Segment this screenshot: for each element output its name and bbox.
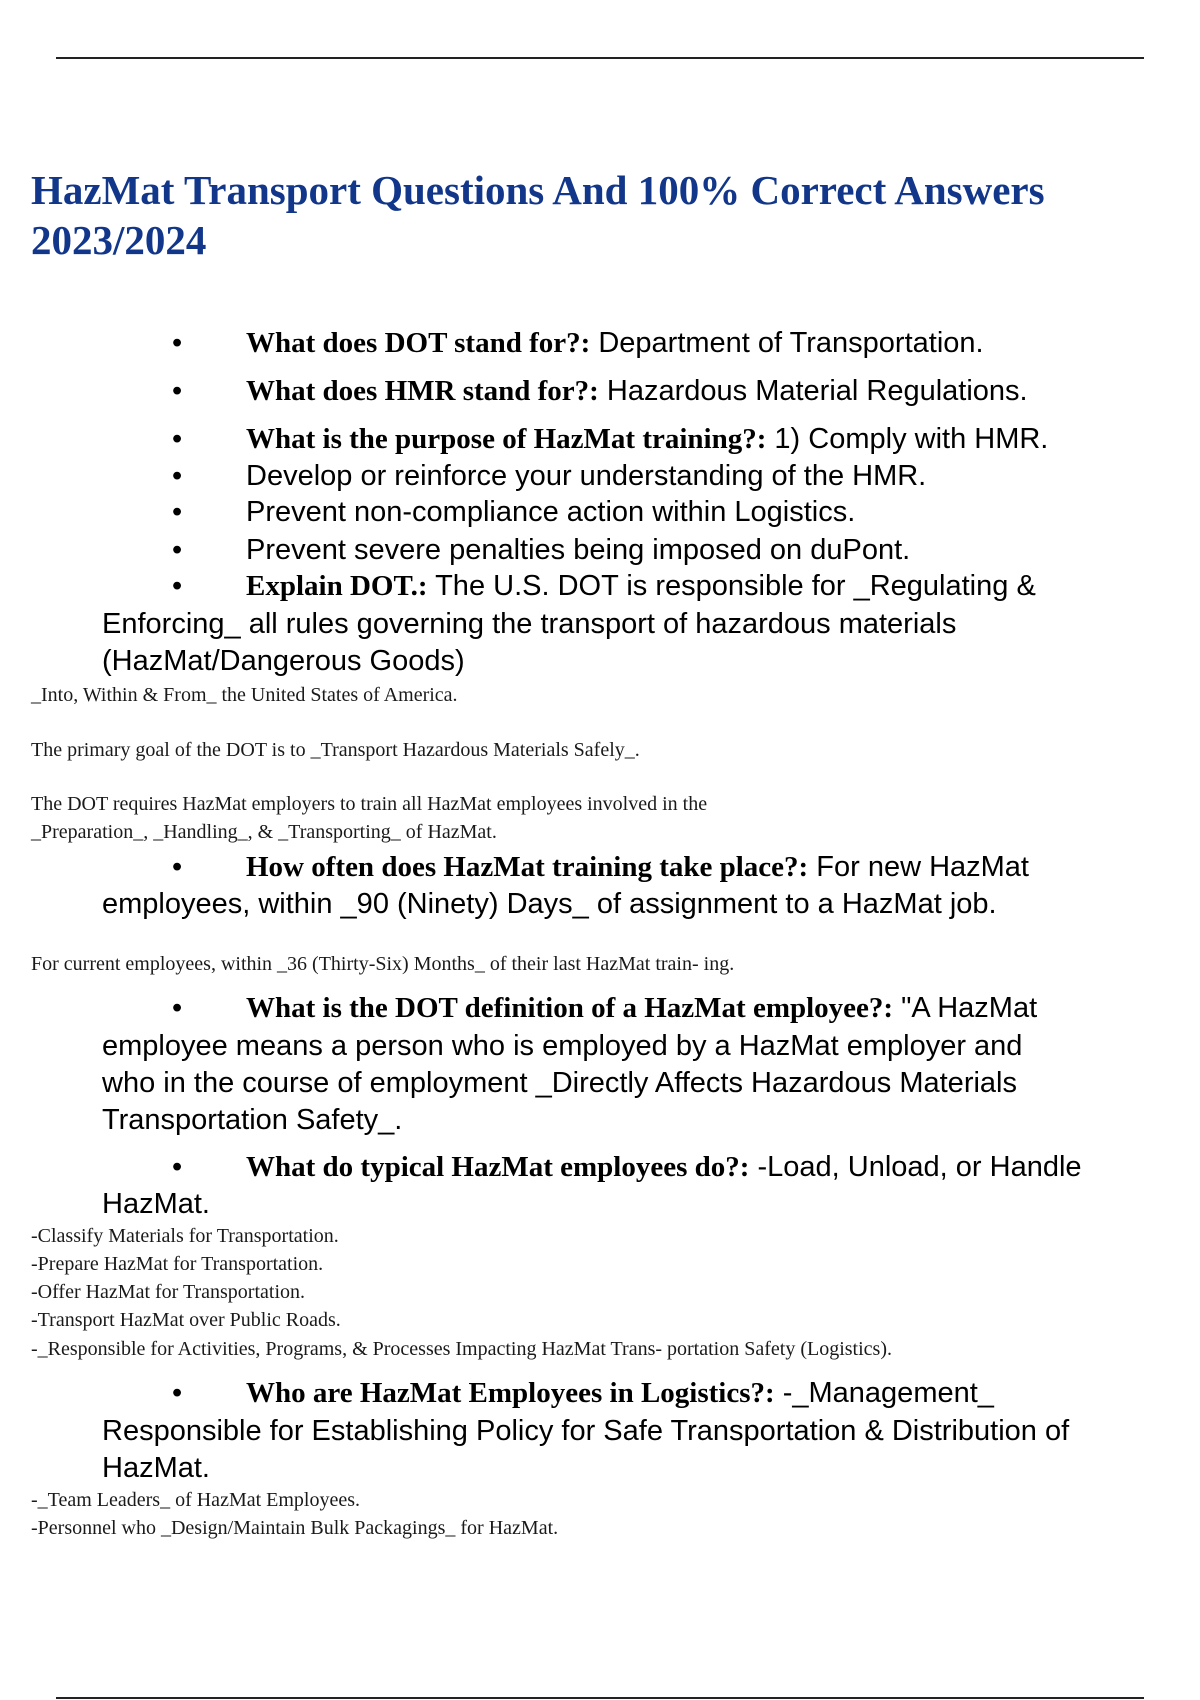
question: What does HMR stand for?: xyxy=(246,375,599,407)
answer: 1) Comply with HMR. xyxy=(766,423,1049,455)
note-line: The DOT requires HazMat employers to train all HazMat employees involved in the xyxy=(31,793,708,815)
answer-continuation: (HazMat/Dangerous Goods) xyxy=(102,645,465,677)
note-line: _Preparation_, _Handling_, & _Transporting_ of HazMat. xyxy=(31,821,497,843)
qa-item-hmr xyxy=(102,373,1180,410)
answer-continuation: HazMat. xyxy=(102,1452,210,1484)
bullet: • xyxy=(172,1377,183,1409)
answer: Hazardous Material Regulations. xyxy=(598,375,1028,407)
qa-item-definition xyxy=(102,990,1180,1027)
qa-item-purpose xyxy=(102,421,1180,458)
answer: Department of Transportation. xyxy=(590,327,984,359)
note-line: -Offer HazMat for Transportation. xyxy=(31,1281,306,1303)
note-line: For current employees, within _36 (Thirty-Six) Months_ of their last HazMat train- ing. xyxy=(31,953,735,975)
note-line: -Transport HazMat over Public Roads. xyxy=(31,1309,341,1331)
note-line: -Prepare HazMat for Transportation. xyxy=(31,1253,324,1275)
document-title xyxy=(31,165,1171,265)
note-line: _Into, Within & From_ the United States of America. xyxy=(31,684,458,706)
bullet: • xyxy=(172,496,183,528)
answer: -_Management_ xyxy=(774,1377,994,1409)
list-item-text: Develop or reinforce your understanding of the HMR. xyxy=(246,460,927,492)
note-line: The primary goal of the DOT is to _Transport Hazardous Materials Safely_. xyxy=(31,739,640,761)
list-item-text: Prevent severe penalties being imposed on duPont. xyxy=(246,534,911,566)
note-line: -_Team Leaders_ of HazMat Employees. xyxy=(31,1489,361,1511)
title-line-2: 2023/2024 xyxy=(31,217,207,263)
bullet: • xyxy=(172,992,183,1024)
title-line-1: HazMat Transport Questions And 100% Correct Answers xyxy=(31,167,1045,213)
question: How often does HazMat training take place?: xyxy=(246,851,809,883)
bullet: • xyxy=(172,570,183,602)
bullet: • xyxy=(172,423,183,455)
question: Who are HazMat Employees in Logistics?: xyxy=(246,1377,775,1409)
answer: For new HazMat xyxy=(808,851,1029,883)
bottom-divider xyxy=(56,1697,1144,1699)
bullet: • xyxy=(172,375,183,407)
list-item xyxy=(102,458,1180,495)
answer: "A HazMat xyxy=(893,992,1038,1024)
top-divider xyxy=(56,57,1144,59)
note-line: -Classify Materials for Transportation. xyxy=(31,1225,339,1247)
question: What do typical HazMat employees do?: xyxy=(246,1151,750,1183)
answer-continuation: who in the course of employment _Directly Affects Hazardous Materials xyxy=(102,1067,1017,1099)
answer-continuation: Enforcing_ all rules governing the transport of hazardous materials xyxy=(102,608,957,640)
bullet: • xyxy=(172,534,183,566)
bullet: • xyxy=(172,460,183,492)
answer-continuation: Transportation Safety_. xyxy=(102,1104,403,1136)
answer: -Load, Unload, or Handle xyxy=(749,1151,1082,1183)
qa-item-typical xyxy=(102,1149,1180,1186)
question: What is the purpose of HazMat training?: xyxy=(246,423,767,455)
bullet: • xyxy=(172,851,183,883)
question: What is the DOT definition of a HazMat employee?: xyxy=(246,992,894,1024)
answer-continuation: HazMat. xyxy=(102,1188,210,1220)
qa-item-explain xyxy=(102,568,1180,605)
bullet: • xyxy=(172,327,183,359)
answer-continuation: employees, within _90 (Ninety) Days_ of assignment to a HazMat job. xyxy=(102,888,997,920)
question: Explain DOT.: xyxy=(246,570,428,602)
list-item-text: Prevent non-compliance action within Logistics. xyxy=(246,496,856,528)
bullet: • xyxy=(172,1151,183,1183)
qa-item-logistics xyxy=(102,1375,1180,1412)
note-line: -Personnel who _Design/Maintain Bulk Packagings_ for HazMat. xyxy=(31,1517,559,1539)
answer-continuation: employee means a person who is employed by a HazMat employer and xyxy=(102,1030,1023,1062)
qa-item-often xyxy=(102,849,1180,886)
answer: The U.S. DOT is responsible for _Regulating & xyxy=(427,570,1036,602)
question: What does DOT stand for?: xyxy=(246,327,591,359)
note-line: -_Responsible for Activities, Programs, & Processes Impacting HazMat Trans- portation Safety (Logistics). xyxy=(31,1338,892,1360)
qa-item-dot xyxy=(102,325,1180,362)
answer-continuation: Responsible for Establishing Policy for Safe Transportation & Distribution of xyxy=(102,1415,1070,1447)
list-item xyxy=(102,532,1180,569)
list-item xyxy=(102,494,1180,531)
